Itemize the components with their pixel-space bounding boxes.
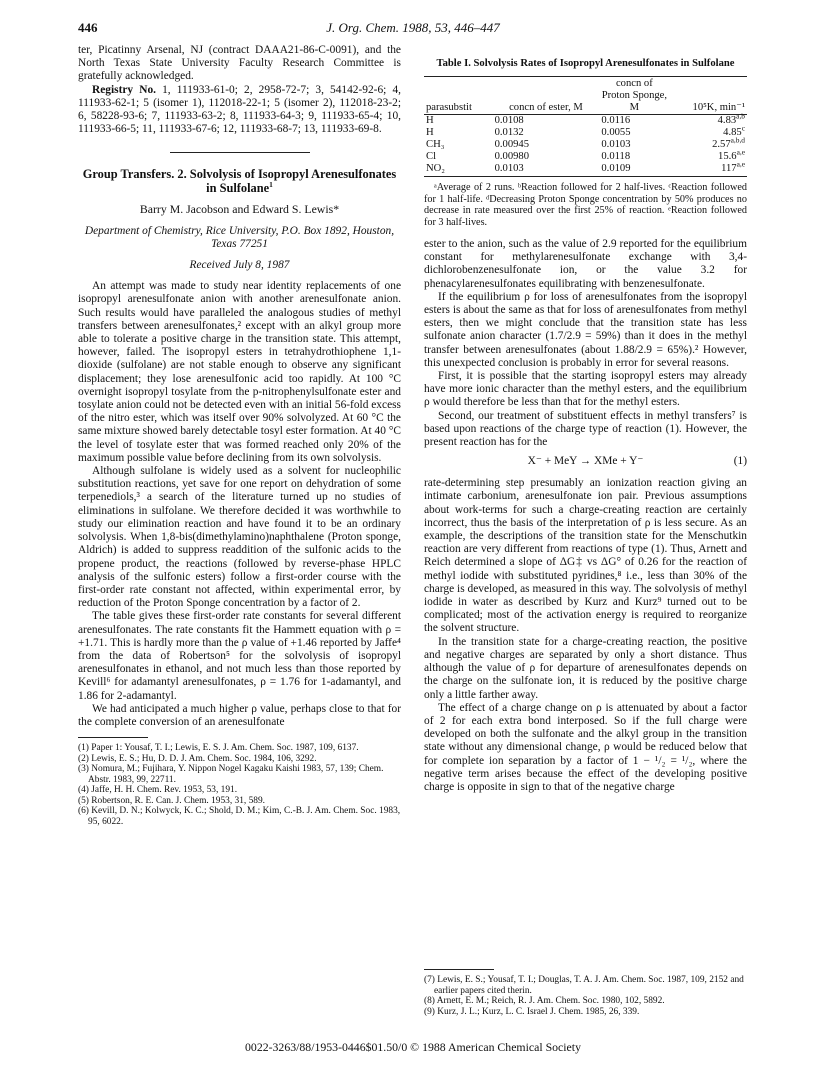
rate-cell [669, 147, 747, 163]
page-header [78, 20, 748, 38]
table-header: concn of Proton Sponge, M [599, 77, 669, 115]
rate-value: 2.57 [712, 138, 731, 150]
article-title [78, 167, 401, 195]
footnote-rule [78, 737, 148, 738]
footnote-item: (5) Robertson, R. E. Can. J. Chem. 1953, 31, 589. [78, 795, 265, 806]
footnote-rule [424, 969, 494, 970]
sponge-conc-cell: 0.0116 [601, 115, 631, 127]
acknowledgment: ter, Picatinny Arsenal, NJ (contract DAAA21-86-C-0091), and the North Texas State University Faculty Research Committee is gratefully acknowledged. [78, 44, 401, 83]
table-header: parasubstit [424, 77, 493, 115]
body-paragraph: If the equilibrium ρ for loss of arenesulfonates from the isopropyl esters is about the same as that for loss of arenesulfonates from methyl esters, then we might conclude that the transition state has less sulfonate anion character (1.7/2.9 = 59%) than it does in the methyl transfer between arenesulfonates (about 1.88/2.9 = 65%).² However, this unexpected conclusion is probably in error for several reasons. [424, 290, 747, 369]
table-header: 10⁵K, min⁻¹ [669, 77, 747, 115]
substituent-cell: CH₃ [426, 138, 445, 150]
footnote-item: (7) Lewis, E. S.; Yousaf, T. I.; Douglas, T. A. J. Am. Chem. Soc. 1987, 109, 2152 and earlier papers cited therin. [424, 975, 744, 996]
footnote-item: (3) Nomura, M.; Fujihara, Y. Nippon Nogel Kagaku Kaishi 1983, 57, 139; Chem. Abstr. 1983, 99, 22711. [78, 764, 384, 785]
article-affiliation: Department of Chemistry, Rice University, P.O. Box 1892, Houston, Texas 77251 [84, 224, 395, 250]
rate-value: 4.85 [723, 127, 742, 139]
body-paragraph: ester to the anion, such as the value of 2.9 reported for the equilibrium constant for methylarenesulfonate exchange with 3,4-dichlorobenzenesulfonate ion, or the value 3.2 for phenacylarenesulfonates equilibrating with benzenesulfonate. [424, 238, 747, 290]
page-footer: 0022-3263/88/1953-0446$01.50/0 © 1988 American Chemical Society [245, 1040, 581, 1054]
journal-year-volume: 1988, 53, 446–447 [402, 20, 500, 35]
rate-value: 117 [721, 162, 737, 174]
equation-1 [424, 455, 747, 473]
sponge-conc-cell: 0.0109 [599, 163, 669, 177]
article-authors: Barry M. Jacobson and Edward S. Lewis* [139, 202, 340, 217]
footnote-item: (4) Jaffe, H. H. Chem. Rev. 1953, 53, 191. [78, 785, 238, 796]
body-paragraph: We had anticipated a much higher ρ value, perhaps close to that for the complete conversion of an arenesulfonate [78, 702, 401, 728]
body-paragraph: Although sulfolane is widely used as a solvent for nucleophilic substitution reactions, yet save for one report on dehydration of some terpenediols,³ a search of the literature turned up no studies of eliminations in sulfolane. We therefore decided it was worthwhile to study our elimination reaction and have found it to be an ordinary solvolysis. When 1,8-bis(dimethylamino)naphthalene (Proton sponge, Aldrich) is added to suppress readdition of the sulfonic acids to the propene product, the reactions (followed by reverse-phase HPLC analysis of the sulfonic esters) follow a first-order course with the first-order rate constant not affected, within experimental error, by reduction of the Proton Sponge concentration by a factor of 2. [78, 465, 401, 610]
ester-conc-cell: 0.0103 [493, 163, 600, 177]
substituent-cell: H [426, 115, 434, 127]
rate-value: 15.6 [718, 150, 737, 162]
left-column [78, 44, 401, 827]
footnotes-right-block [424, 969, 747, 1017]
rate-note: a,b,d [730, 135, 745, 145]
rate-cell [669, 159, 747, 177]
body-paragraph: In the transition state for a charge-creating reaction, the positive and negative charges are separated by only a short distance. Thus although the value of ρ for departure of arenesulfonates depends on the charge on the sulfonate ion, it is reduced by the positive charge only a little farther away. [424, 635, 747, 701]
journal-abbr: J. Org. Chem. [326, 20, 400, 35]
equation-number: (1) [733, 455, 747, 468]
footnotes-left [78, 743, 401, 827]
received-date: Received July 8, 1987 [189, 259, 290, 272]
substituent-cell: NO₂ [424, 163, 493, 177]
article-separator [170, 152, 310, 153]
body-paragraph: First, it is possible that the starting isopropyl esters may already have more ionic character than the methyl esters, and the equilibrium ρ would therefore be less than that for the methyl esters. [424, 370, 747, 409]
rate-note: a,e [736, 147, 745, 157]
registry-numbers [78, 84, 401, 137]
table-row [424, 139, 747, 151]
table-row [424, 115, 747, 127]
table-row [424, 151, 747, 163]
table-header: concn of ester, M [493, 77, 600, 115]
sponge-conc-cell: 0.0118 [601, 150, 631, 162]
body-paragraph: The effect of a charge change on ρ is attenuated by about a factor of 2 for each extra bond interposed. So if the full charge were developed on both the sulfonate and the alkyl group in the transition state without any dimensional change, ρ would be reduced below that for complete ion separation by a factor of 1 − ¹/₂ = ¹/₂, where the negative term arises because the effect of the developing positive charge is opposite in sign to that of the negative charge [424, 701, 747, 793]
right-column [424, 44, 747, 794]
rate-note: a,e [736, 159, 745, 169]
body-paragraph: rate-determining step presumably an ionization reaction giving an intimate carbonium, arenesulfonate ion pair. Previous assumptions about work-terms for such a charge-creating reaction are certainly incorrect, thus the basis of the interpretation of ρ is less secure. As an example, the descriptions of the transition state for the Menschutkin reaction are very different from reactions of type (1). Thus, Arnett and Reich determined a slope of ΔG‡ vs ΔG° of 0.26 for the reaction of methyl iodide with substituted pyridines,⁸ i.e., less than 30% of the charge is developed, as measured in this way. The solvolysis of methyl iodide in water as described by Kurz and Kurz⁹ turned out to be complicated; most of the activation energy is required to reorganize the solvent structure. [424, 477, 747, 635]
ester-conc-cell: 0.0108 [494, 115, 524, 127]
footnote-item: (6) Kevill, D. N.; Kolwyck, K. C.; Shold, D. M.; Kim, C.-B. J. Am. Chem. Soc. 1983, 95, 6022. [78, 806, 401, 827]
substituent-cell: Cl [426, 150, 437, 162]
footnote-item: (1) Paper 1: Yousaf, T. I.; Lewis, E. S. J. Am. Chem. Soc. 1987, 109, 6137. [78, 743, 359, 754]
ester-conc-cell: 0.00980 [494, 150, 530, 162]
table-row [424, 163, 747, 177]
rate-value: 4.83 [717, 115, 737, 127]
body-paragraph: An attempt was made to study near identity replacements of one isopropyl arenesulfonate anion with another arenesulfonate anion. Such results would have paralleled the analogous studies of methyl transfers between arenesulfonates,² except with an alkyl group more able to tolerate a positive charge in the transition state. This attempt, however, failed. The isopropyl esters in tetrahydrothiophene 1,1-dioxide (sulfolane) are not stable enough to observe any significant displacement; they lose arenesulfonic acid too rapidly. At 100 °C overnight isopropyl tosylate from the p-nitrophenylsulfonate ester and tosylate anion could not be detected even with an initial 56-fold excess of the nitro ester, which was itself over 90% solvolyzed. At 60 °C the same mixture showed barely detectable tosyl ester formation. At 40 °C the level of tosylate ester that was formed reached only 20% of the maximum possible value before declining from its own solvolysis. [78, 280, 401, 464]
sponge-conc-cell: 0.0103 [601, 138, 631, 150]
rate-cell [669, 135, 747, 151]
registry-text: 1, 111933-61-0; 2, 2958-72-7; 3, 54142-92-6; 4, 111933-62-1; 5 (isomer 1), 112018-22-1; 5 (isomer 2), 112018-23-2; 6, 58228-93-6; 7, 111933-63-2; 8, 111933-64-3; 9, 111933-65-4; 10, 111933-66-5; 11, 111933-67-6; 12, 111933-68-7; 13, 111933-69-8. [78, 83, 401, 136]
title-footnote-mark: 1 [269, 180, 273, 190]
rate-note: c [741, 123, 745, 133]
registry-label: Registry No. [92, 83, 156, 96]
table-row [424, 127, 747, 139]
footnote-item: (9) Kurz, J. L.; Kurz, L. C. Israel J. Chem. 1985, 26, 339. [424, 1006, 640, 1017]
equation-text: X⁻ + MeY → XMe + Y⁻ [527, 455, 644, 468]
footnote-item: (8) Arnett, E. M.; Reich, R. J. Am. Chem. Soc. 1980, 102, 5892. [424, 996, 665, 1006]
ester-conc-cell: 0.00945 [494, 138, 530, 150]
sponge-conc-cell: 0.0055 [601, 127, 631, 139]
body-paragraph: Second, our treatment of substituent effects in methyl transfers⁷ is based upon reactions of the charge type of reaction (1). However, the present reaction has for the [424, 409, 747, 449]
table-title: Table I. Solvolysis Rates of Isopropyl Arenesulfonates in Sulfolane [436, 58, 735, 69]
rates-table [424, 76, 747, 177]
journal-citation [78, 20, 748, 36]
ester-conc-cell: 0.0132 [494, 127, 524, 139]
footnotes-right [424, 975, 747, 1017]
article-title-text: Group Transfers. 2. Solvolysis of Isopropyl Arenesulfonates in Sulfolane [82, 167, 397, 196]
rate-cell [669, 111, 747, 127]
rate-note: a,b [736, 111, 745, 121]
page-number: 446 [78, 20, 98, 35]
body-paragraph: The table gives these first-order rate constants for several different arenesulfonates. The rate constants fit the Hammett equation with ρ = +1.71. This is hardly more than the ρ value of +1.46 reported by Jaffe⁴ from the data of Robertson⁵ for the solvolysis of isopropyl arenesulfonates in ethanol, and not much less than those reported by Kevill⁶ for adamantyl arenesulfonates, ρ = 1.76 for 1-adamantyl, and 1.86 for 2-adamantyl. [78, 610, 401, 702]
substituent-cell: H [426, 127, 434, 139]
table-footnotes: ᵃAverage of 2 runs. ᵇReaction followed for 2 half-lives. ᶜReaction followed for 1 half-life. ᵈDecreasing Proton Sponge concentration by 50% produces no decrease in rate measured over the first 25% of reaction. ᵉReaction followed for 3 half-lives. [424, 182, 747, 228]
footnote-item: (2) Lewis, E. S.; Hu, D. D. J. Am. Chem. Soc. 1984, 106, 3292. [78, 753, 317, 764]
